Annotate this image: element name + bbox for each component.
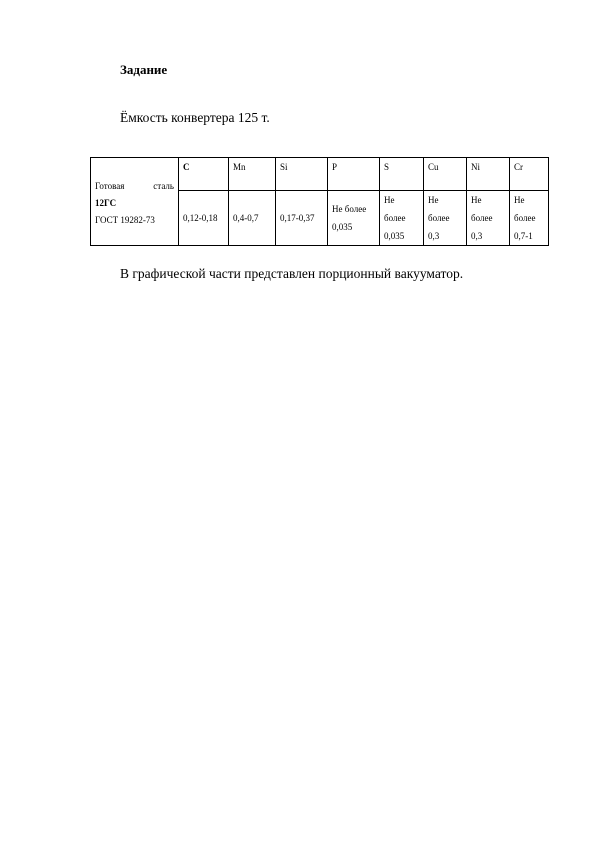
steel-standard: ГОСТ 19282-73 [95, 215, 155, 225]
header-mn: Mn [229, 158, 276, 191]
value-p: Не более 0,035 [328, 191, 380, 246]
header-s: S [380, 158, 424, 191]
converter-capacity: Ёмкость конвертера 125 т. [120, 110, 270, 125]
steel-label: Готовая сталь [95, 181, 174, 191]
header-si: Si [276, 158, 328, 191]
page-title: Задание [120, 62, 168, 77]
header-c: C [179, 158, 229, 191]
description-text: В графической части представлен порционный вакууматор. [120, 266, 464, 281]
value-cu: Не более 0,3 [424, 191, 467, 246]
table-header-row [91, 158, 549, 191]
value-cr: Не более 0,7-1 [510, 191, 549, 246]
value-ni: Не более 0,3 [467, 191, 510, 246]
header-cu: Cu [424, 158, 467, 191]
header-ni: Ni [467, 158, 510, 191]
header-cr: Cr [510, 158, 549, 191]
value-s: Не более 0,035 [380, 191, 424, 246]
steel-cell [91, 158, 179, 246]
value-si: 0,17-0,37 [276, 191, 328, 246]
value-mn: 0,4-0,7 [229, 191, 276, 246]
value-c: 0,12-0,18 [179, 191, 229, 246]
header-p: P [328, 158, 380, 191]
steel-composition-table [90, 157, 549, 246]
steel-grade: 12ГС [95, 198, 117, 208]
